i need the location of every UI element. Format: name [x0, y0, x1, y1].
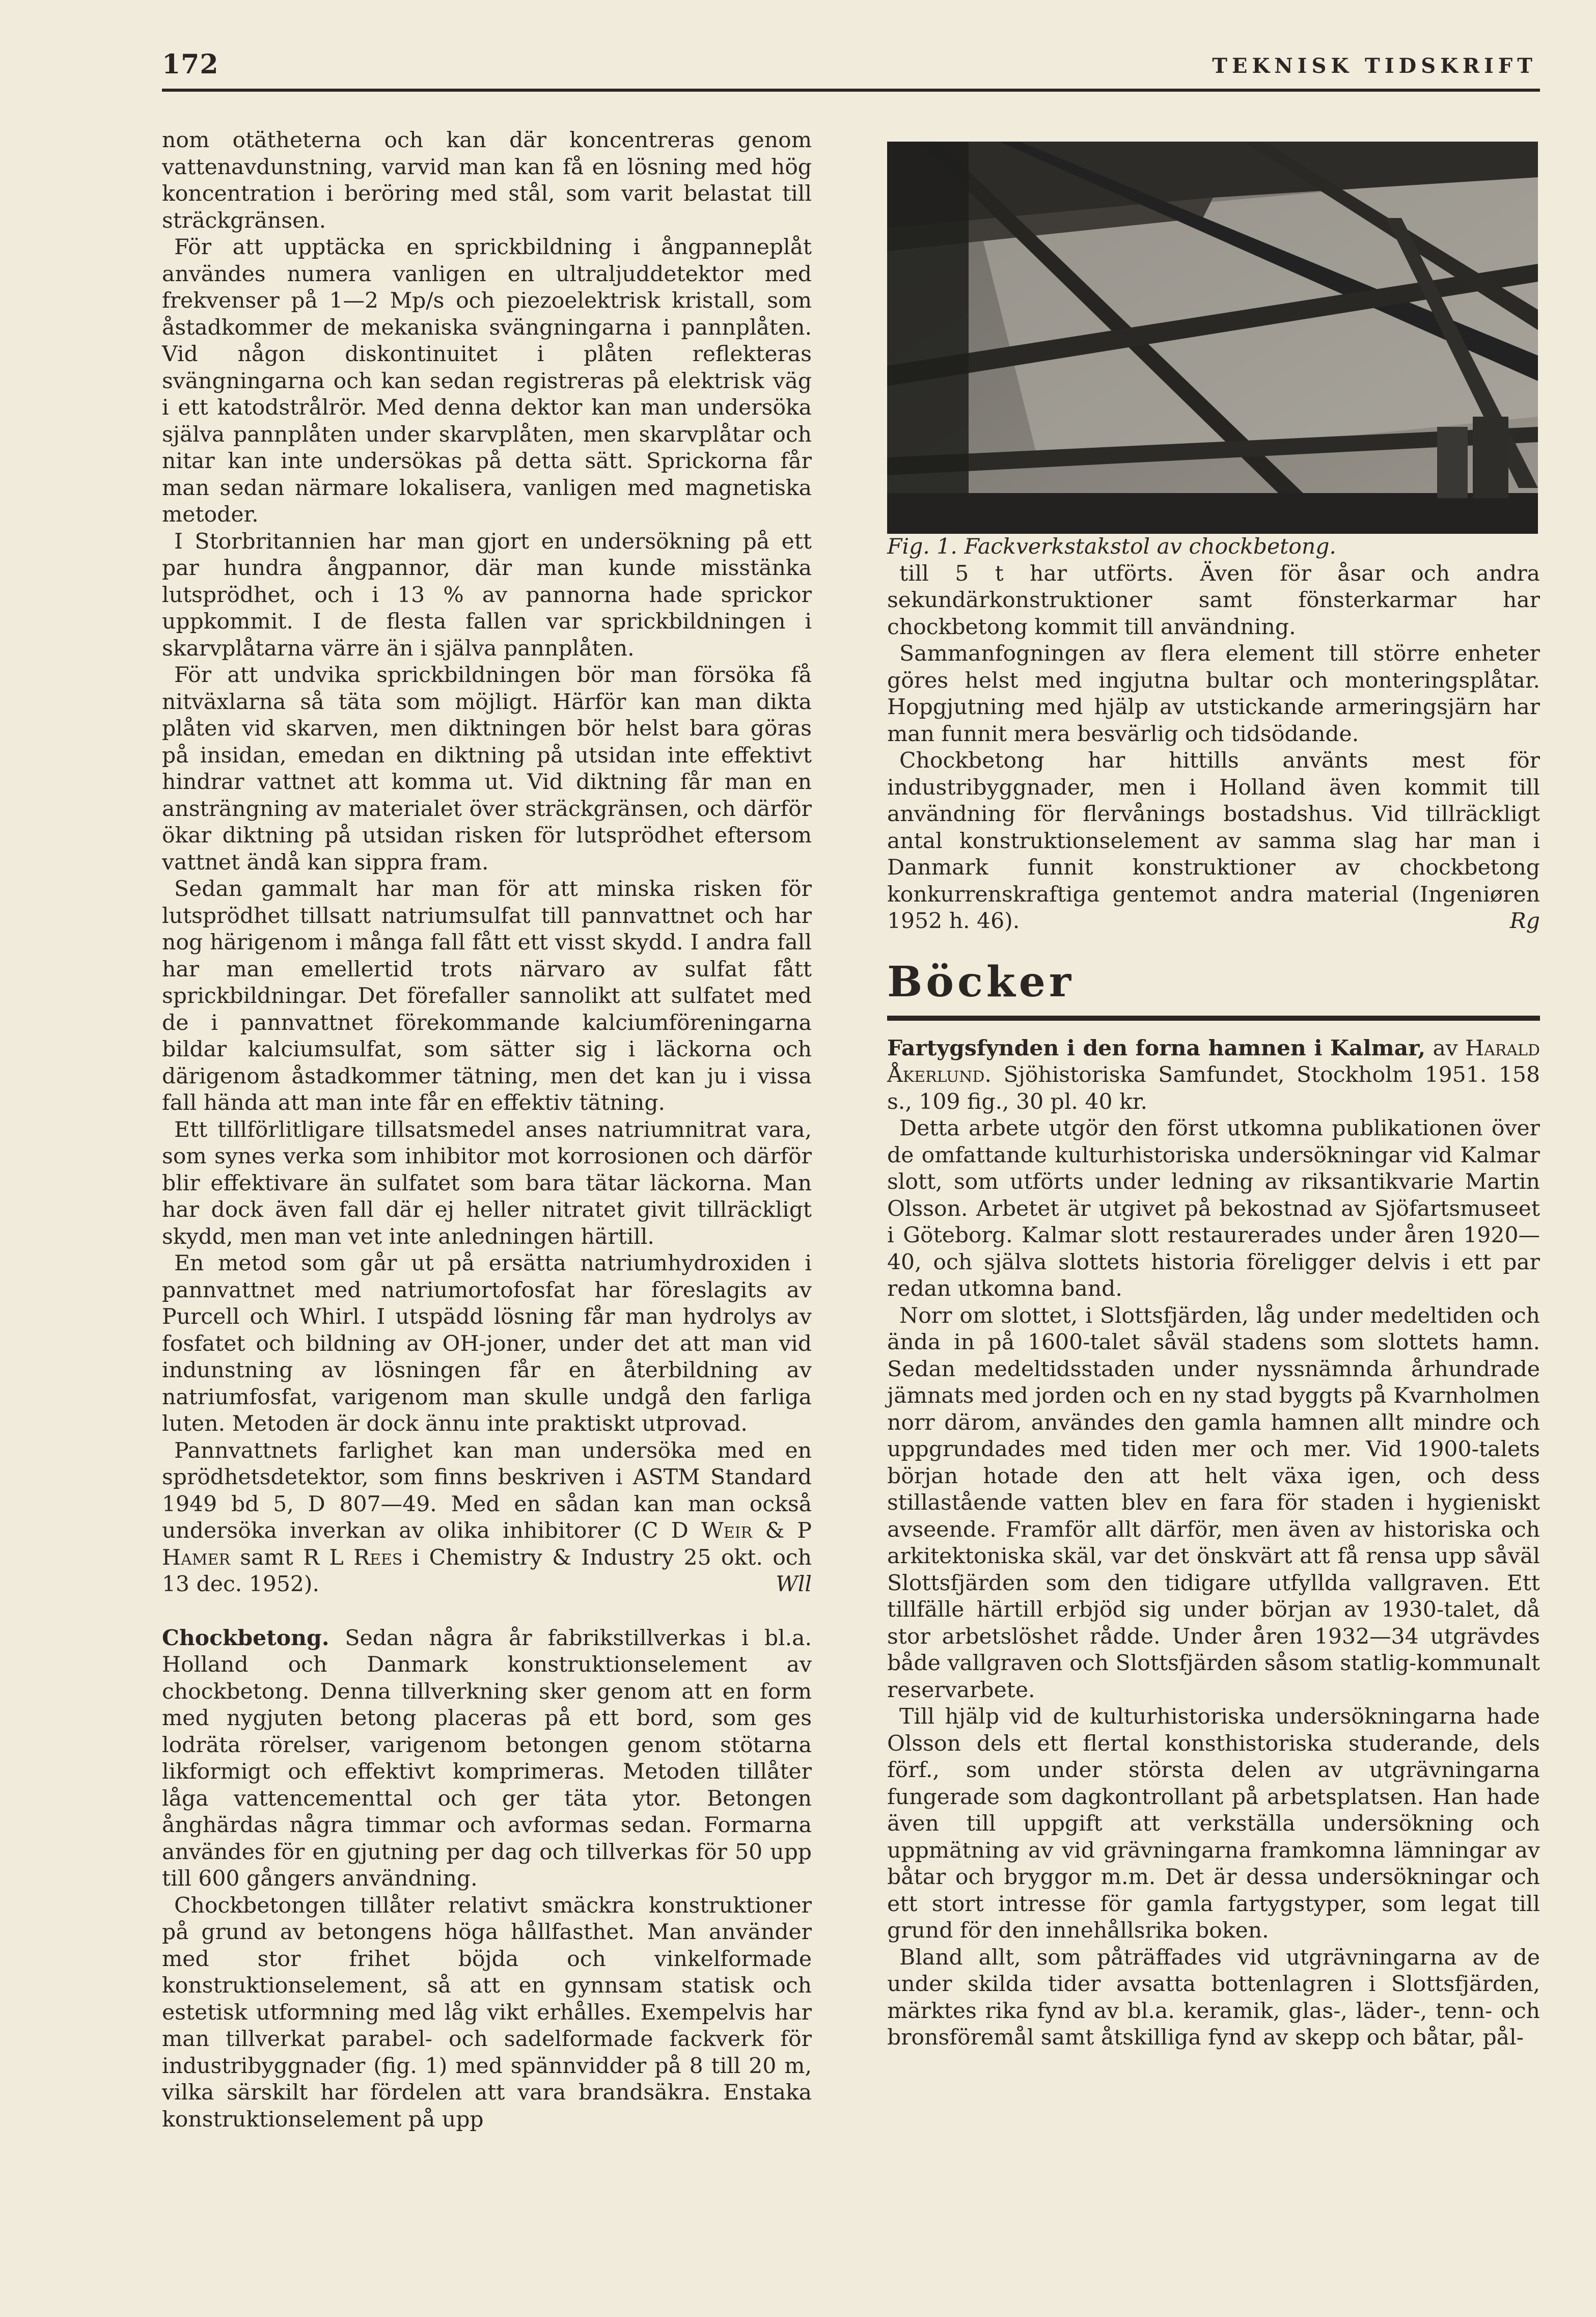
paragraph: En metod som går ut på ersätta natriumhydroxiden i pannvattnet med natriumortofosfat har föreslagits av Purcell och Whirl. I utspädd lösning får man hydrolys av fosfatet och bildning av OH-joner, under det att man vid indunstning av lösningen får en återbildning av natriumfosfat, varigenom man skulle undgå den farliga luten. Metoden är dock ännu inte praktiskt utprovad.: [162, 1251, 812, 1436]
paragraph: till 5 t har utförts. Även för åsar och andra sekundärkonstruktioner samt fönsterkarmar har chockbetong kommit till användning.: [887, 561, 1540, 640]
page-number: 172: [162, 49, 219, 80]
left-column: [162, 127, 812, 2133]
paragraph-references: Pannvattnets farlighet kan man undersöka med en sprödhetsdetektor, som finns beskriven i ASTM Standard 1949 bd 5, D 807—49. Med en sådan kan man också undersöka inverkan av olika inhibitorer (C D Weir & P Hamer samt R L Rees i Chemistry & Industry 25 okt. och 13 dec. 1952). Wll: [162, 1438, 812, 1598]
author-signature: Rg: [1509, 909, 1540, 934]
paragraph: För att upptäcka en sprickbildning i ångpanneplåt användes numera vanligen en ultraljuddetektor med frekvenser på 1—2 Mp/s och piezoelektrisk kristall, som åstadkommer de mekaniska svängningarna i pannplåten. Vid någon diskontinuitet i plåten reflekteras svängningarna och kan sedan registreras på elektrisk väg i ett katodstrålrör. Med denna dektor kan man undersöka själva pannplåten under skarvplåten, men skarvplåtar och nitar kan inte undersökas på detta sätt. Sprickorna får man sedan närmare lokalisera, vanligen med magnetiska metoder.: [162, 235, 812, 527]
paragraph: Ett tillförlitligare tillsatsmedel anses natriumnitrat vara, som synes verka som inhibitor mot korrosionen och därför blir effektivare än sulfatet som bara tätar läckorna. Man har dock även fall där ej heller nitratet givit tillräckligt skydd, men man vet inte anledningen härtill.: [162, 1117, 812, 1249]
paragraph-signed: Chockbetong har hittills använts mest för industribyggnader, men i Holland även kommit till användning för flervånings bostadshus. Vid tillräckligt antal konstruktionselement av samma slag har man i Danmark funnit konstruktioner av chockbetong konkurrenskraftiga gentemot andra material (Ingeniøren 1952 h. 46). Rg: [887, 748, 1540, 935]
paragraph: Bland allt, som påträffades vid utgrävningarna av de under skilda tider avsatta bottenlagren i Slottsfjärden, märktes rika fynd av bl.a. keramik, glas-, läder-, tenn- och bronsföremål samt åtskilliga fynd av skepp och båtar, pål-: [887, 1945, 1540, 2050]
paragraph: nom otätheterna och kan där koncentreras genom vattenavdunstning, varvid man kan få en lösning med hög koncentration i beröring med stål, som varit belastat till sträckgränsen.: [162, 128, 812, 233]
author-signature: Wll: [776, 1572, 812, 1597]
paragraph: Chockbetongen tillåter relativt smäckra konstruktioner på grund av betongens höga hållfasthet. Man använder med stor frihet böjda och vinkelformade konstruktionselement, så att en gynnsam statisk och estetisk utformning med låg vikt erhålles. Exempelvis har man tillverkat parabel- och sadelformade fackverk för industribyggnader (fig. 1) med spännvidder på 8 till 20 m, vilka särskilt har fördelen att vara brandsäkra. Enstaka konstruktionselement på upp: [162, 1893, 812, 2132]
right-column: [887, 127, 1540, 2052]
book-author: Harald Åkerlund: [887, 1035, 1540, 1087]
paragraph: Till hjälp vid de kulturhistoriska undersökningarna hade Olsson dels ett flertal konsthistoriska studerande, dels förf., som under största delen av utgrävningarna fungerade som dagkontrollant på arbetsplatsen. Han hade även till uppgift att verkställa undersökning och uppmätning av vid grävningarna framkomna lämningar av båtar och bryggor m.m. Det är dessa undersökningar och ett stort intresse för gamla fartygstyper, som legat till grund för den innehållsrika boken.: [887, 1704, 1540, 1943]
figure-photo: [887, 142, 1538, 534]
book-title: Fartygsfynden i den forna hamnen i Kalmar,: [887, 1035, 1426, 1061]
paragraph: Detta arbete utgör den först utkomna publikationen över de omfattande kulturhistoriska undersökningar vid Kalmar slott, som utförts under ledning av riksantikvarie Martin Olsson. Arbetet är utgivet på bekostnad av Sjöfartsmuseet i Göteborg. Kalmar slott restaurerades under åren 1920—40, och själva slottets historia föreligger delvis i ett par redan utkomna band.: [887, 1116, 1540, 1301]
paragraph-chockbetong: Chockbetong. Sedan några år fabrikstillverkas i bl.a. Holland och Danmark konstruktionselement av chockbetong. Denna tillverkning sker genom att en form med nygjuten betong placeras på ett bord, som ges lodräta rörelser, varigenom betongen genom stötarna likformigt och effektivt komprimeras. Metoden tillåter låga vattencementtal och ger täta ytor. Betongen ånghärdas några timmar och avformas sedan. Formarna användes för en gjutning per dag och tillverkas för 50 upp till 600 gångers användning.: [162, 1625, 812, 1891]
section-title: Böcker: [887, 957, 1075, 1006]
paragraph: I Storbritannien har man gjort en undersökning på ett par hundra ångpannor, där man kunde misstänka lutsprödhet, och i 13 % av pannorna hade sprickor uppkommit. I de flesta fallen var sprickbildningen i skarvplåtarna värre än i själva pannplåten.: [162, 529, 812, 661]
figure-caption: Fig. 1. Fackverkstakstol av chockbetong.: [887, 534, 1336, 559]
paragraph: Sammanfogningen av flera element till större enheter göres helst med ingjutna bultar och monteringsplåtar. Hopgjutning med hjälp av utstickande armeringsjärn har man funnit mera besvärlig och tidsödande.: [887, 641, 1540, 747]
truss-photo: [887, 142, 1538, 534]
paragraph: Norr om slottet, i Slottsfjärden, låg under medeltiden och ända in på 1600-talet såväl stadens som slottets hamn. Sedan medeltidsstaden under nyssnämnda århundrade jämnats med jorden och en ny stad byggts på Kvarnholmen norr därom, användes den gamla hamnen allt mindre och uppgrundades med tiden mer och mer. Vid 1900-talets början hotade den att helt växa igen, och dess stillastående vatten blev en fara för staden i hygieniskt avseende. Framför allt därför, men även av historiska och arkitektoniska skäl, var det önskvärt att få rensa upp såväl Slottsfjärden som den tidigare utfyllda vallgraven. Ett tillfälle härtill erbjöd sig under början av 1930-talet, då stor arbetslöshet rådde. Under åren 1932—34 utgrävdes både vallgraven och Slottsfjärden såsom statlig-kommunalt reservarbete.: [887, 1303, 1540, 1703]
paragraph: För att undvika sprickbildningen bör man försöka få nitväxlarna så täta som möjligt. Härför kan man dikta plåten vid skarven, men diktningen bör helst bara göras på insidan, emedan en diktning på utsidan inte effektivt hindrar vattnet att komma ut. Vid diktning får man en ansträngning av materialet över sträckgränsen, och därför ökar diktning på utsidan risken för lutsprödhet eftersom vattnet ändå kan sippra fram.: [162, 663, 812, 875]
book-entry: Fartygsfynden i den forna hamnen i Kalmar, av Harald Åkerlund. Sjöhistoriska Samfundet, Stockholm 1951. 158 s., 109 fig., 30 pl. 40 kr.: [887, 1035, 1540, 1114]
section-rule: [887, 1016, 1540, 1021]
runin-heading: Chockbetong.: [162, 1625, 329, 1651]
paragraph: Sedan gammalt har man för att minska risken för lutsprödhet tillsatt natriumsulfat till pannvattnet och har nog härigenom i många fall fått ett visst skydd. I andra fall har man emellertid trots närvaro av sulfat fått sprickbildningar. Det förefaller sannolikt att sulfatet med de i pannvattnet förekommande kalciumföreningarna bildar kalciumsulfat, som sätter sig i läckorna och därigenom åstadkommer tätning, men det kan ju i vissa fall hända att man inte får en effektiv tätning.: [162, 877, 812, 1115]
running-head: TEKNISK TIDSKRIFT: [1212, 54, 1537, 78]
header-rule: [162, 89, 1540, 92]
